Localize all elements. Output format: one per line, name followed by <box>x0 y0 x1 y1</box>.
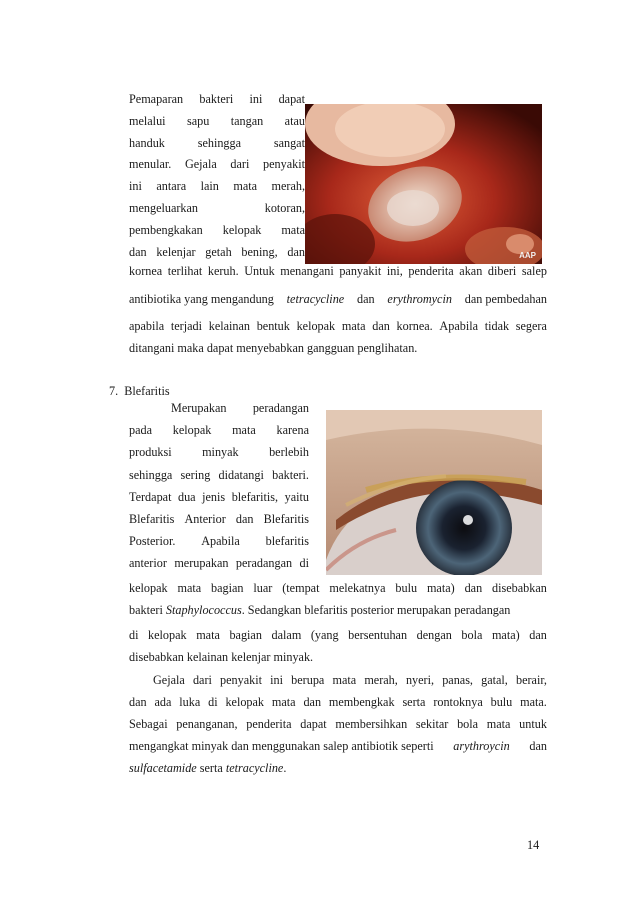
text-line: Blefaritis Anterior dan Blefaritis <box>129 512 309 526</box>
text-line: Merupakan peradangan <box>171 401 309 415</box>
conjunctivitis-photo <box>305 104 542 264</box>
photo-watermark: AAP <box>519 251 536 260</box>
text-line: sehingga sering didatangi bakteri. <box>129 467 309 482</box>
blepharitis-photo <box>326 410 542 575</box>
text-line: anterior merupakan peradangan di <box>129 556 309 571</box>
text-line: sulfacetamide serta tetracycline. <box>129 761 287 775</box>
text-line: ditangani maka dapat menyebabkan gangguan penglihatan. <box>129 341 418 355</box>
text-line: Posterior. Apabila blefaritis <box>129 534 309 549</box>
section-heading: 7. Blefaritis <box>109 384 170 398</box>
eyelid-image <box>326 410 542 575</box>
text-line: apabila terjadi kelainan bentuk kelopak mata dan kornea. Apabila tidak segera <box>129 319 547 333</box>
text-line: dan kelenjar getah bening, dan <box>129 244 305 259</box>
text-line: handuk sehingga sangat <box>129 135 305 150</box>
page-number: 14 <box>527 838 540 852</box>
text-line: Pemaparan bakteri ini dapat <box>129 92 305 106</box>
text-line: produksi minyak berlebih <box>129 445 309 460</box>
eye-infection-image <box>305 104 542 264</box>
text-line: di kelopak mata bagian dalam (yang bersentuhan dengan bola mata) dan <box>129 628 547 642</box>
text-line: Gejala dari penyakit ini berupa mata merah, nyeri, panas, gatal, berair, <box>153 673 547 687</box>
text-line: menular. Gejala dari penyakit <box>129 157 305 172</box>
text-line: ini antara lain mata merah, <box>129 179 305 194</box>
text-line: melalui sapu tangan atau <box>129 113 305 128</box>
text-line: pada kelopak mata karena <box>129 423 309 438</box>
text-line: mengangkat minyak dan menggunakan salep antibiotik seperti arythroycin dan <box>129 739 547 753</box>
text-line: dan ada luka di kelopak mata dan membengkak serta rontoknya bulu mata. <box>129 695 547 709</box>
text-line: kornea terlihat keruh. Untuk menangani panyakit ini, penderita akan diberi salep <box>129 264 547 278</box>
text-line: Sebagai penanganan, penderita dapat membersihkan sekitar bola mata untuk <box>129 717 547 731</box>
text-line: mengeluarkan kotoran, <box>129 201 305 215</box>
text-line: bakteri Staphylococcus. Sedangkan blefaritis posterior merupakan peradangan <box>129 603 511 617</box>
text-line: antibiotika yang mengandung tetracycline dan erythromycin dan pembedahan <box>129 292 547 306</box>
text-line: Terdapat dua jenis blefaritis, yaitu <box>129 489 309 504</box>
text-line: disebabkan kelainan kelenjar minyak. <box>129 650 314 664</box>
text-line: pembengkakan kelopak mata <box>129 222 305 237</box>
text-line: kelopak mata bagian luar (tempat melekatnya bulu mata) dan disebabkan <box>129 581 547 595</box>
